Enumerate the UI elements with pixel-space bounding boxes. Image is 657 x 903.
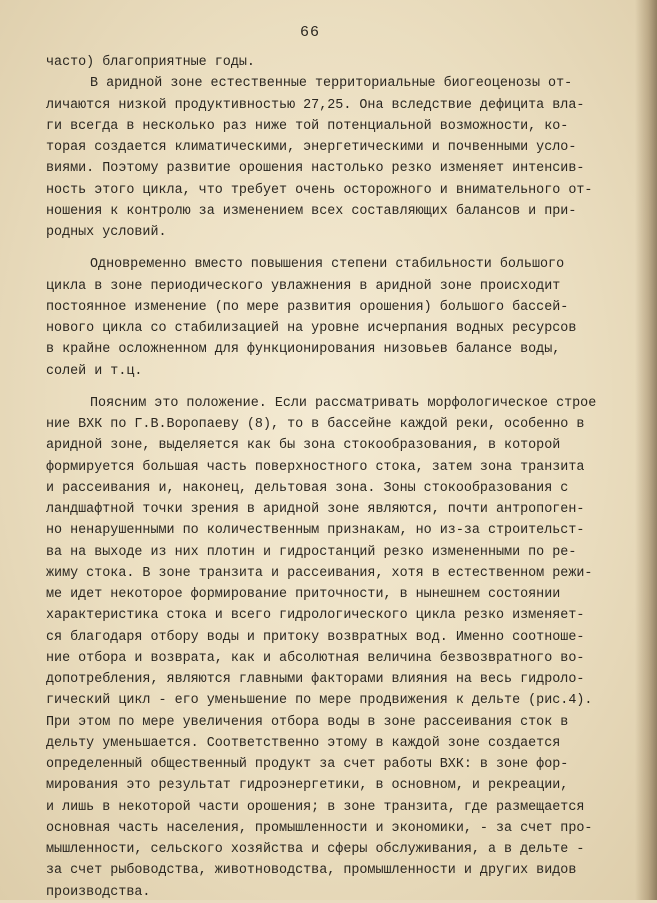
text-line: личаются низкой продуктивностью 27,25. Она вследствие дефицита вла- (46, 97, 585, 113)
text-line: торая создается климатическими, энергетическими и почвенными усло- (46, 140, 577, 155)
text-line: и лишь в некоторой части орошения; в зоне транзита, где размещается (46, 799, 585, 815)
text-line: аридной зоне, выделяется как бы зона стокообразования, в которой (46, 438, 561, 454)
text-line: постоянное изменение (по мере развития орошения) большого бассей- (46, 299, 569, 315)
text-line: производства. (46, 884, 151, 900)
text-line: мышленности, сельского хозяйства и сферы обслуживания, а в дельте - (46, 842, 585, 857)
text-line: ва на выходе из них плотин и гидростанций резко измененными по ре- (46, 544, 577, 560)
text-line: Поясним это положение. Если рассматривать морфологическое строе (90, 395, 597, 411)
text-line: В аридной зоне естественные территориальные биогеоценозы от- (90, 76, 573, 92)
text-line: в крайне осложненном для функционирования низовьев балансе воды, (46, 342, 561, 358)
text-line: определенный общественный продукт за счет работы ВХК: в зоне фор- (46, 757, 569, 772)
text-line: ние отбора и возврата, как и абсолютная величина безвозвратного во- (46, 650, 585, 666)
text-line: дельту уменьшается. Соответственно этому в каждой зоне создается (46, 735, 561, 751)
text-line: и рассеивания и, наконец, дельтовая зона. Зоны стокообразования с (46, 480, 569, 496)
text-line: допотребления, являются главными факторами влияния на весь гидроло- (46, 672, 585, 687)
text-line: Одновременно вместо повышения степени стабильности большого (90, 257, 565, 273)
text-line: виями. Поэтому развитие орошения настолько резко изменяет интенсив- (46, 161, 585, 177)
text-line: При этом по мере увеличения отбора воды в зоне рассеивания сток в (46, 714, 569, 730)
text-line: родных условий. (46, 225, 167, 240)
text-line: характеристика стока и всего гидрологического цикла резко изменяет- (46, 608, 585, 624)
text-line: основная часть населения, промышленности и экономики, - за счет про- (46, 820, 593, 836)
text-line: солей и т.ц. (46, 363, 143, 379)
text-line: ношения к контролю за изменением всех составляющих балансов и при- (46, 203, 577, 219)
text-line: мирования это результат гидроэнергетики, в основном, и рекреации, (46, 778, 569, 794)
page-text (46, 52, 631, 903)
text-line: ность этого цикла, что требует очень осторожного и внимательного от- (46, 182, 593, 198)
text-line: за счет рыбоводства, животноводства, промышленности и других видов (46, 863, 577, 879)
text-line: ландшафтной точки зрения в аридной зоне являются, почти антропоген- (46, 502, 585, 517)
text-line: жиму стока. В зоне транзита и рассеивания, хотя в естественном режи- (46, 565, 593, 581)
text-line: ние ВХК по Г.В.Воропаеву (8), то в бассейне каждой реки, особенно в (46, 417, 585, 432)
text-line: ме идет некоторое формирование приточности, в нынешнем состоянии (46, 587, 561, 602)
text-line: формируется большая часть поверхностного стока, затем зона транзита (46, 459, 585, 475)
page-edge-shadow (635, 0, 657, 900)
page-number: 66 (299, 24, 320, 41)
text-line: цикла в зоне периодического увлажнения в аридной зоне происходит (46, 278, 561, 294)
text-line: часто) благоприятные годы. (46, 55, 255, 70)
text-line: гический цикл - его уменьшение по мере продвижения к дельте (рис.4). (46, 693, 593, 709)
text-line: ги всегда в несколько раз ниже той потенциальной возможности, ко- (46, 118, 569, 134)
text-line: но ненарушенными по количественным признакам, но из-за строительст- (46, 523, 585, 539)
text-line: нового цикла со стабилизацией на уровне исчерпания водных ресурсов (46, 321, 577, 336)
text-line: ся благодаря отбору воды и притоку возвратных вод. Именно соотноше- (46, 629, 585, 645)
